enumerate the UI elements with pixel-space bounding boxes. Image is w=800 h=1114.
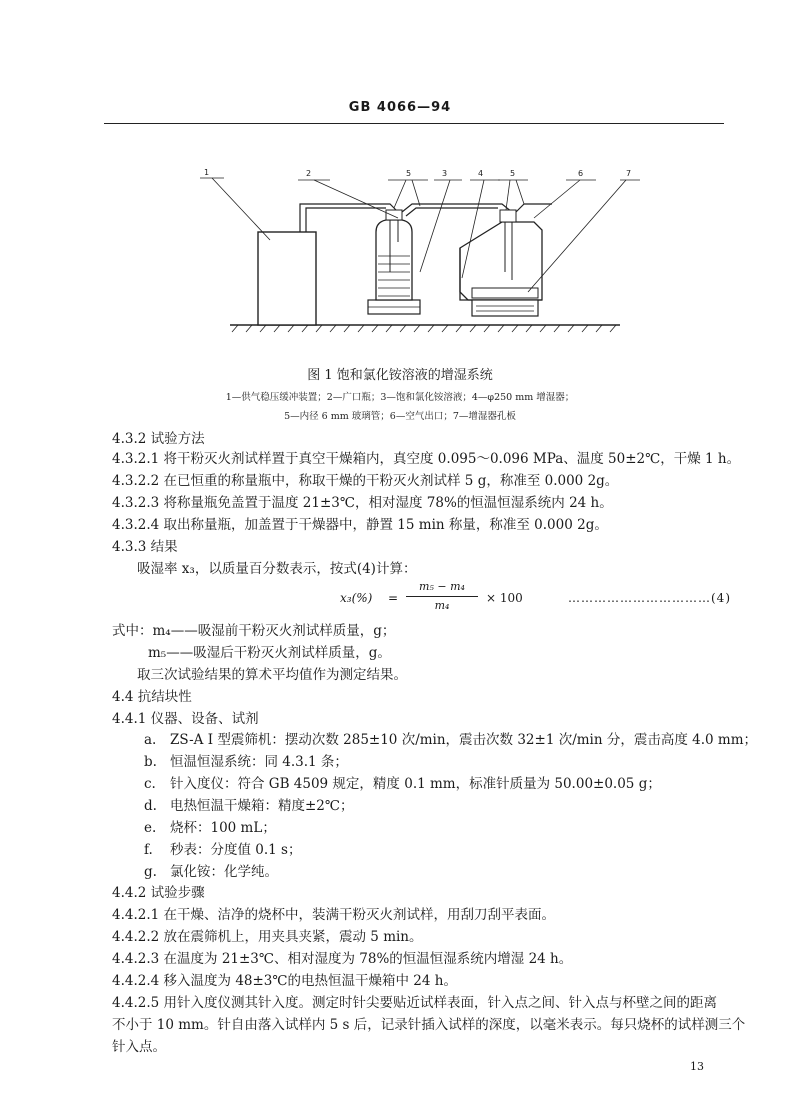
formula-denominator: m₄ xyxy=(434,599,450,612)
list-item xyxy=(144,775,784,793)
list-marker: d. xyxy=(144,798,157,814)
list-item xyxy=(144,819,784,837)
formula-equals: = xyxy=(388,591,399,605)
figure-legend-line-1: 1—供气稳压缓冲装置；2—广口瓶；3—饱和氯化铵溶液；4—φ250 mm 增湿器； xyxy=(225,392,575,403)
paragraph: 针入点。 xyxy=(112,1039,166,1055)
figure-caption: 图 1 饱和氯化铵溶液的增湿系统 xyxy=(307,368,493,383)
paragraph: 4.3.2.4 取出称量瓶，加盖置于干燥器中，静置 15 min 称量，称准至 0.000 2g。 xyxy=(112,517,608,533)
list-marker: e. xyxy=(144,820,157,836)
list-item xyxy=(144,731,784,749)
figure-label: 1 xyxy=(204,168,210,177)
list-marker: c. xyxy=(144,776,156,792)
list-item-text: 氯化铵：化学纯。 xyxy=(170,864,278,880)
section-heading: 4.4.1 仪器、设备、试剂 xyxy=(112,711,259,727)
section-heading: 4.3.3 结果 xyxy=(112,539,178,555)
figure-label: 5 xyxy=(406,169,412,178)
paragraph: 4.3.2.2 在已恒重的称量瓶中，称取干燥的干粉灭火剂试样 5 g，称准至 0.000 2g。 xyxy=(112,473,619,489)
formula-4 xyxy=(340,580,740,620)
paragraph: 式中：m₄——吸湿前干粉灭火剂试样质量，g； xyxy=(112,623,396,639)
figure-label: 3 xyxy=(442,169,448,178)
paragraph: 不小于 10 mm。针自由落入试样内 5 s 后，记录针插入试样的深度，以毫米表示。每只烧杯的试样测三个 xyxy=(112,1017,746,1033)
formula-lhs: x₃(%) xyxy=(340,591,373,605)
paragraph: 4.4.2.2 放在震筛机上，用夹具夹紧，震动 5 min。 xyxy=(112,929,423,945)
list-item-text: 恒温恒湿系统：同 4.3.1 条； xyxy=(170,754,348,770)
formula-multiplier: × 100 xyxy=(486,591,523,605)
list-item-text: ZS-A Ⅰ 型震筛机：摆动次数 285±10 次/min，震击次数 32±1 次/min 分，震击高度 4.0 mm； xyxy=(170,732,758,748)
paragraph: 取三次试验结果的算术平均值作为测定结果。 xyxy=(137,667,407,683)
figure-label: 6 xyxy=(578,169,584,178)
humidification-system-figure xyxy=(180,160,640,340)
list-marker: f. xyxy=(144,842,153,858)
figure-label: 2 xyxy=(306,169,312,178)
apparatus-diagram xyxy=(180,160,640,340)
formula-reference: ……………………………(4) xyxy=(568,591,731,605)
section-heading: 4.4.2 试验步骤 xyxy=(112,885,205,901)
list-item-text: 秒表：分度值 0.1 s； xyxy=(170,842,302,858)
paragraph: 4.4.2.3 在温度为 21±3℃、相对湿度为 78%的恒温恒湿系统内增湿 24 h。 xyxy=(112,951,573,967)
section-heading: 4.3.2 试验方法 xyxy=(112,431,205,447)
list-marker: g. xyxy=(144,864,157,880)
paragraph: 4.3.2.1 将干粉灭火剂试样置于真空干燥箱内，真空度 0.095～0.096 MPa、温度 50±2℃，干燥 1 h。 xyxy=(112,451,741,467)
list-marker: a. xyxy=(144,732,157,748)
page-number: 13 xyxy=(690,1060,704,1073)
figure-label: 4 xyxy=(478,169,484,178)
list-item-text: 电热恒温干燥箱：精度±2℃； xyxy=(170,798,354,814)
list-item xyxy=(144,797,784,815)
section-heading: 4.4 抗结块性 xyxy=(112,689,192,705)
paragraph: 4.4.2.1 在干燥、洁净的烧杯中，装满干粉灭火剂试样，用刮刀刮平表面。 xyxy=(112,907,556,923)
paragraph: 吸湿率 x₃，以质量百分数表示，按式(4)计算： xyxy=(137,561,417,577)
paragraph: 4.4.2.5 用针入度仪测其针入度。测定时针尖要贴近试样表面，针入点之间、针入点与杯壁之间的距离 xyxy=(112,995,718,1011)
list-item xyxy=(144,863,784,881)
list-marker: b. xyxy=(144,754,157,770)
figure-legend-line-2: 5—内径 6 mm 玻璃管；6—空气出口；7—增湿器孔板 xyxy=(284,411,516,422)
fraction-bar xyxy=(406,596,478,597)
document-header: GB 4066—94 xyxy=(348,100,452,115)
list-item-text: 针入度仪：符合 GB 4509 规定，精度 0.1 mm，标准针质量为 50.00±0.05 g； xyxy=(170,776,661,792)
figure-label: 7 xyxy=(626,169,632,178)
figure-label: 5 xyxy=(510,169,516,178)
header-rule xyxy=(104,123,724,124)
list-item xyxy=(144,841,784,859)
list-item-text: 烧杯：100 mL； xyxy=(170,820,276,836)
list-item xyxy=(144,753,784,771)
paragraph: 4.3.2.3 将称量瓶免盖置于温度 21±3℃，相对湿度 78%的恒温恒湿系统内 24 h。 xyxy=(112,495,613,511)
paragraph: m₅——吸湿后干粉灭火剂试样质量，g。 xyxy=(148,645,391,661)
paragraph: 4.4.2.4 移入温度为 48±3℃的电热恒温干燥箱中 24 h。 xyxy=(112,973,457,989)
formula-numerator: m₅ − m₄ xyxy=(419,580,465,593)
